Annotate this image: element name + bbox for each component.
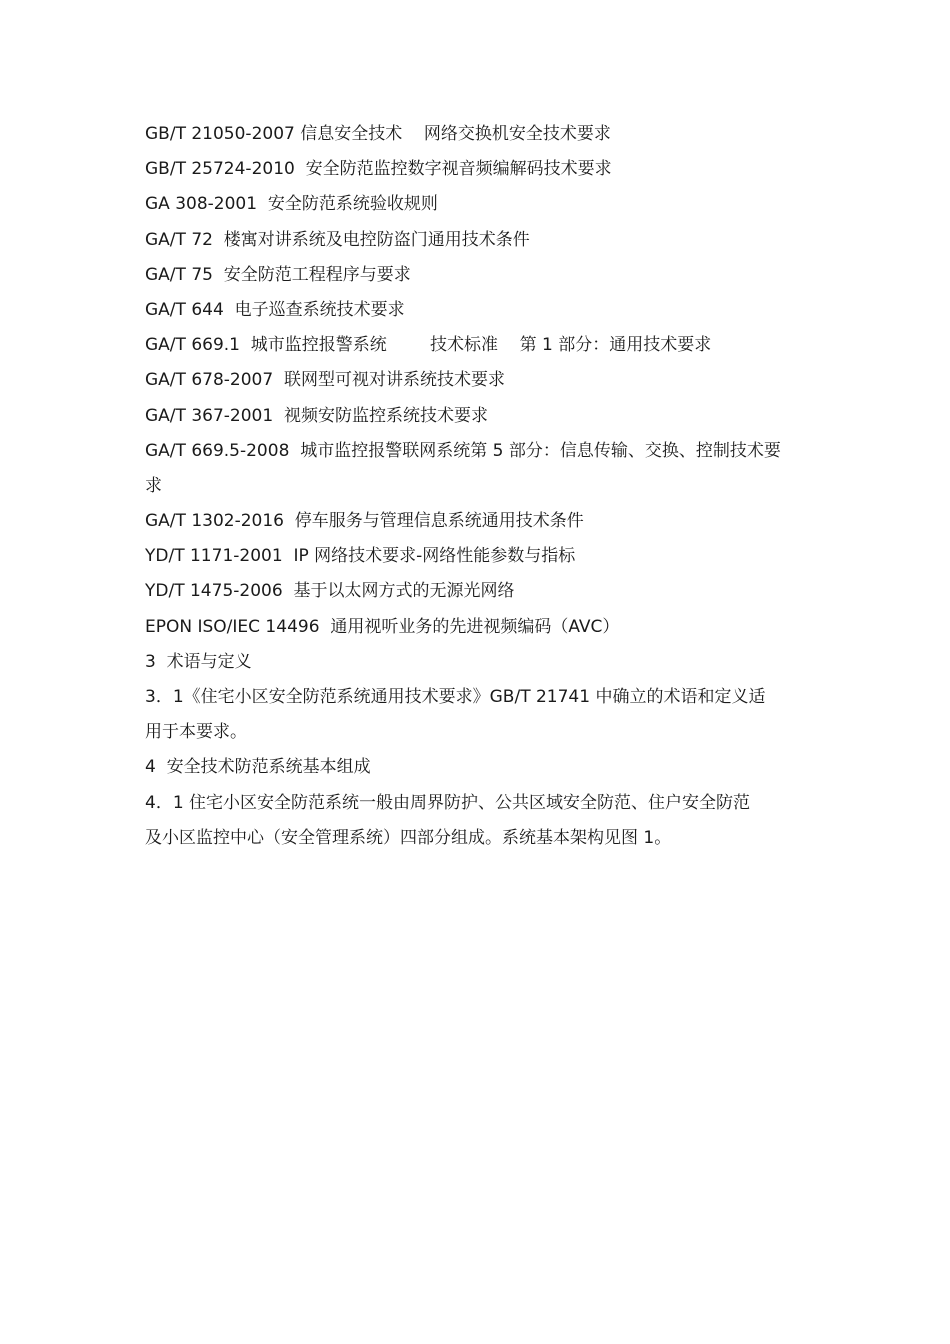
reference-gat-669-1: GA/T 669.1 城市监控报警系统 技术标准 第 1 部分：通用技术要求 [145, 335, 712, 356]
section-heading-3: 3 术语与定义 [145, 651, 252, 672]
clause-4-1-continued: 及小区监控中心（安全管理系统）四部分组成。系统基本架构见图 1。 [145, 827, 672, 848]
reference-gat-669-5-continued: 求 [145, 475, 162, 496]
clause-3-1-continued: 用于本要求。 [145, 722, 247, 743]
reference-ydt-1475: YD/T 1475-2006 基于以太网方式的无源光网络 [145, 581, 515, 602]
reference-ydt-1171: YD/T 1171-2001 IP 网络技术要求-网络性能参数与指标 [145, 546, 576, 567]
document-body [145, 117, 815, 856]
reference-gat-644: GA/T 644 电子巡查系统技术要求 [145, 299, 405, 320]
reference-gat-72: GA/T 72 楼寓对讲系统及电控防盗门通用技术条件 [145, 229, 530, 250]
reference-gat-367: GA/T 367-2001 视频安防监控系统技术要求 [145, 405, 488, 426]
section-heading-4: 4 安全技术防范系统基本组成 [145, 757, 371, 778]
reference-ga-308: GA 308-2001 安全防范系统验收规则 [145, 194, 438, 215]
reference-gat-669-5: GA/T 669.5-2008 城市监控报警联网系统第 5 部分：信息传输、交换、控制技术要 [145, 440, 781, 461]
reference-gbt-21050: GB/T 21050-2007 信息安全技术 网络交换机安全技术要求 [145, 124, 611, 144]
clause-4-1: 4．1 住宅小区安全防范系统一般由周界防护、公共区域安全防范、住户安全防范 [145, 792, 751, 813]
clause-3-1: 3．1《住宅小区安全防范系统通用技术要求》GB/T 21741 中确立的术语和定义适 [145, 687, 766, 707]
reference-epon-iso-iec-14496: EPON ISO/IEC 14496 通用视听业务的先进视频编码（AVC） [145, 616, 620, 637]
reference-gat-75: GA/T 75 安全防范工程程序与要求 [145, 264, 411, 285]
reference-gat-678: GA/T 678-2007 联网型可视对讲系统技术要求 [145, 370, 505, 391]
reference-gbt-25724: GB/T 25724-2010 安全防范监控数字视音频编解码技术要求 [145, 159, 612, 180]
reference-gat-1302: GA/T 1302-2016 停车服务与管理信息系统通用技术条件 [145, 511, 584, 532]
